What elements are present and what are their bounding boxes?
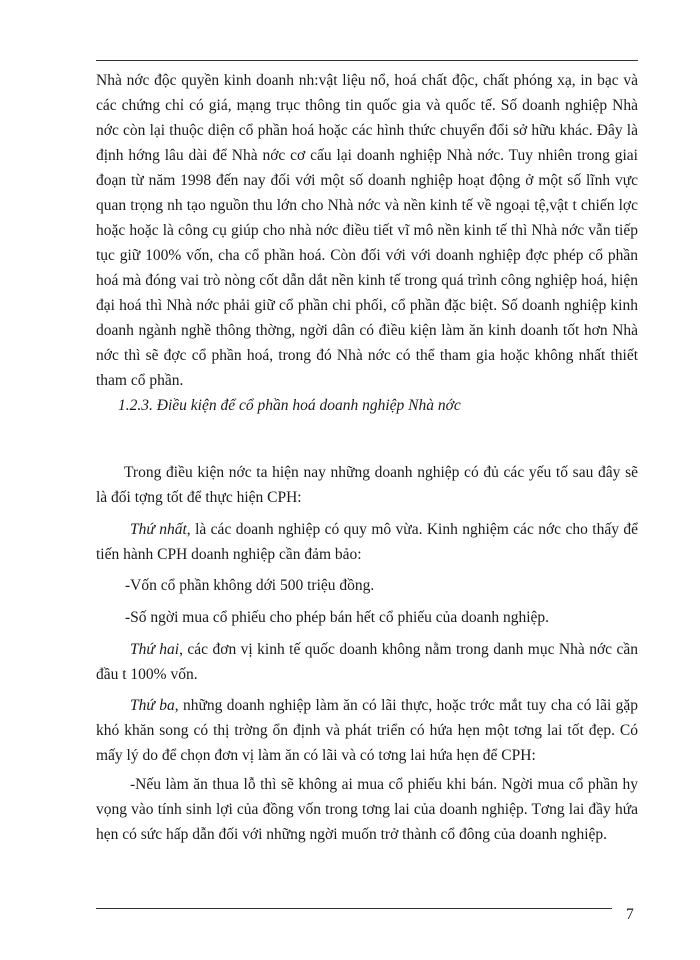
list-item-capital: -Vốn cổ phần không dới 500 triệu đồng. [125, 577, 375, 594]
second-condition-text: , các đơn vị kinh tế quốc doanh không nằm trong danh mục Nhà nớc cần đầu t 100% vốn. [96, 641, 638, 683]
first-condition-text: , là các doanh nghiệp có quy mô vừa. Kinh nghiệm các nớc cho thấy để tiến hành CPH doanh nghiệp cần đảm bảo: [96, 521, 638, 563]
page-number: 7 [626, 906, 634, 923]
first-condition-lead: Thứ nhất [130, 521, 187, 538]
paragraph-state-ownership: Nhà nớc độc quyền kinh doanh nh:vật liệu nổ, hoá chất độc, chất phóng xạ, in bạc và các chứng chỉ có giá, mạng trục thông tin quốc gia và quốc tế. Số doanh nghiệp Nhà nớc còn lại thuộc diện cổ phần hoá hoặc các hình thức chuyển đổi sở hữu khác. Đây là định hớng lâu dài để Nhà nớc cơ cấu lại doanh nghiệp Nhà nớc. Tuy nhiên trong giai đoạn từ năm 1998 đến nay đối với một số doanh nghiệp hoạt động ở một số lĩnh vực quan trọng nh tạo nguồn thu lớn cho Nhà nớc và nền kinh tế về ngoại tệ,vật t chiến lợc hoặc hoặc là công cụ giúp cho nhà nớc điều tiết vĩ mô nền kinh tế thì Nhà nớc vẫn tiếp tục giữ 100% vốn, cha cổ phần hoá. Còn đối với với doanh nghiệp đợc phép cổ phần hoá mà đóng vai trò nòng cốt dẫn dắt nền kinh tế trong quá trình công nghiệp hoá, hiện đại hoá thì Nhà nớc phải giữ cổ phần chi phối, cổ phần đặc biệt. Số doanh nghiệp kinh doanh ngành nghề thông thờng, ngời dân có điều kiện làm ăn kinh doanh tốt hơn Nhà nớc thì sẽ đợc cổ phần hoá, trong đó Nhà nớc có thể tham gia hoặc không nhất thiết tham cổ phần. [96, 72, 638, 389]
footer-rule [96, 908, 612, 909]
paragraph-second-condition [96, 637, 638, 687]
paragraph-third-condition [96, 693, 638, 768]
list-item-buyers: -Số ngời mua cổ phiếu cho phép bán hết cổ phiếu của doanh nghiệp. [125, 609, 550, 626]
section-heading: 1.2.3. Điều kiện để cổ phần hoá doanh nghiệp Nhà nớc [118, 397, 461, 414]
third-condition-text: , những doanh nghiệp làm ăn có lãi thực, hoặc trớc mắt tuy cha có lãi gặp khó khăn song có thị trờng ổn định và phát triển có hứa hẹn một tơng lai tốt đẹp. Có mấy lý do để chọn đơn vị làm ăn có lãi và có tơng lai hứa hẹn để CPH: [96, 697, 638, 764]
second-condition-lead: Thứ hai [130, 641, 180, 658]
third-condition-lead: Thứ ba [130, 697, 175, 714]
paragraph-conditions-intro: Trong điều kiện nớc ta hiện nay những doanh nghiệp có đủ các yếu tố sau đây sẽ là đối tợng tốt để thực hiện CPH: [96, 464, 638, 506]
header-rule [96, 60, 638, 61]
paragraph-profit-reason: -Nếu làm ăn thua lỗ thì sẽ không ai mua cổ phiếu khi bán. Ngời mua cổ phần hy vọng vào tính sinh lợi của đồng vốn trong tơng lai của doanh nghiệp. Tơng lai đầy hứa hẹn có sức hấp dẫn đối với những ngời muốn trở thành cổ đông của doanh nghiệp. [96, 776, 638, 843]
paragraph-first-condition [96, 517, 638, 567]
